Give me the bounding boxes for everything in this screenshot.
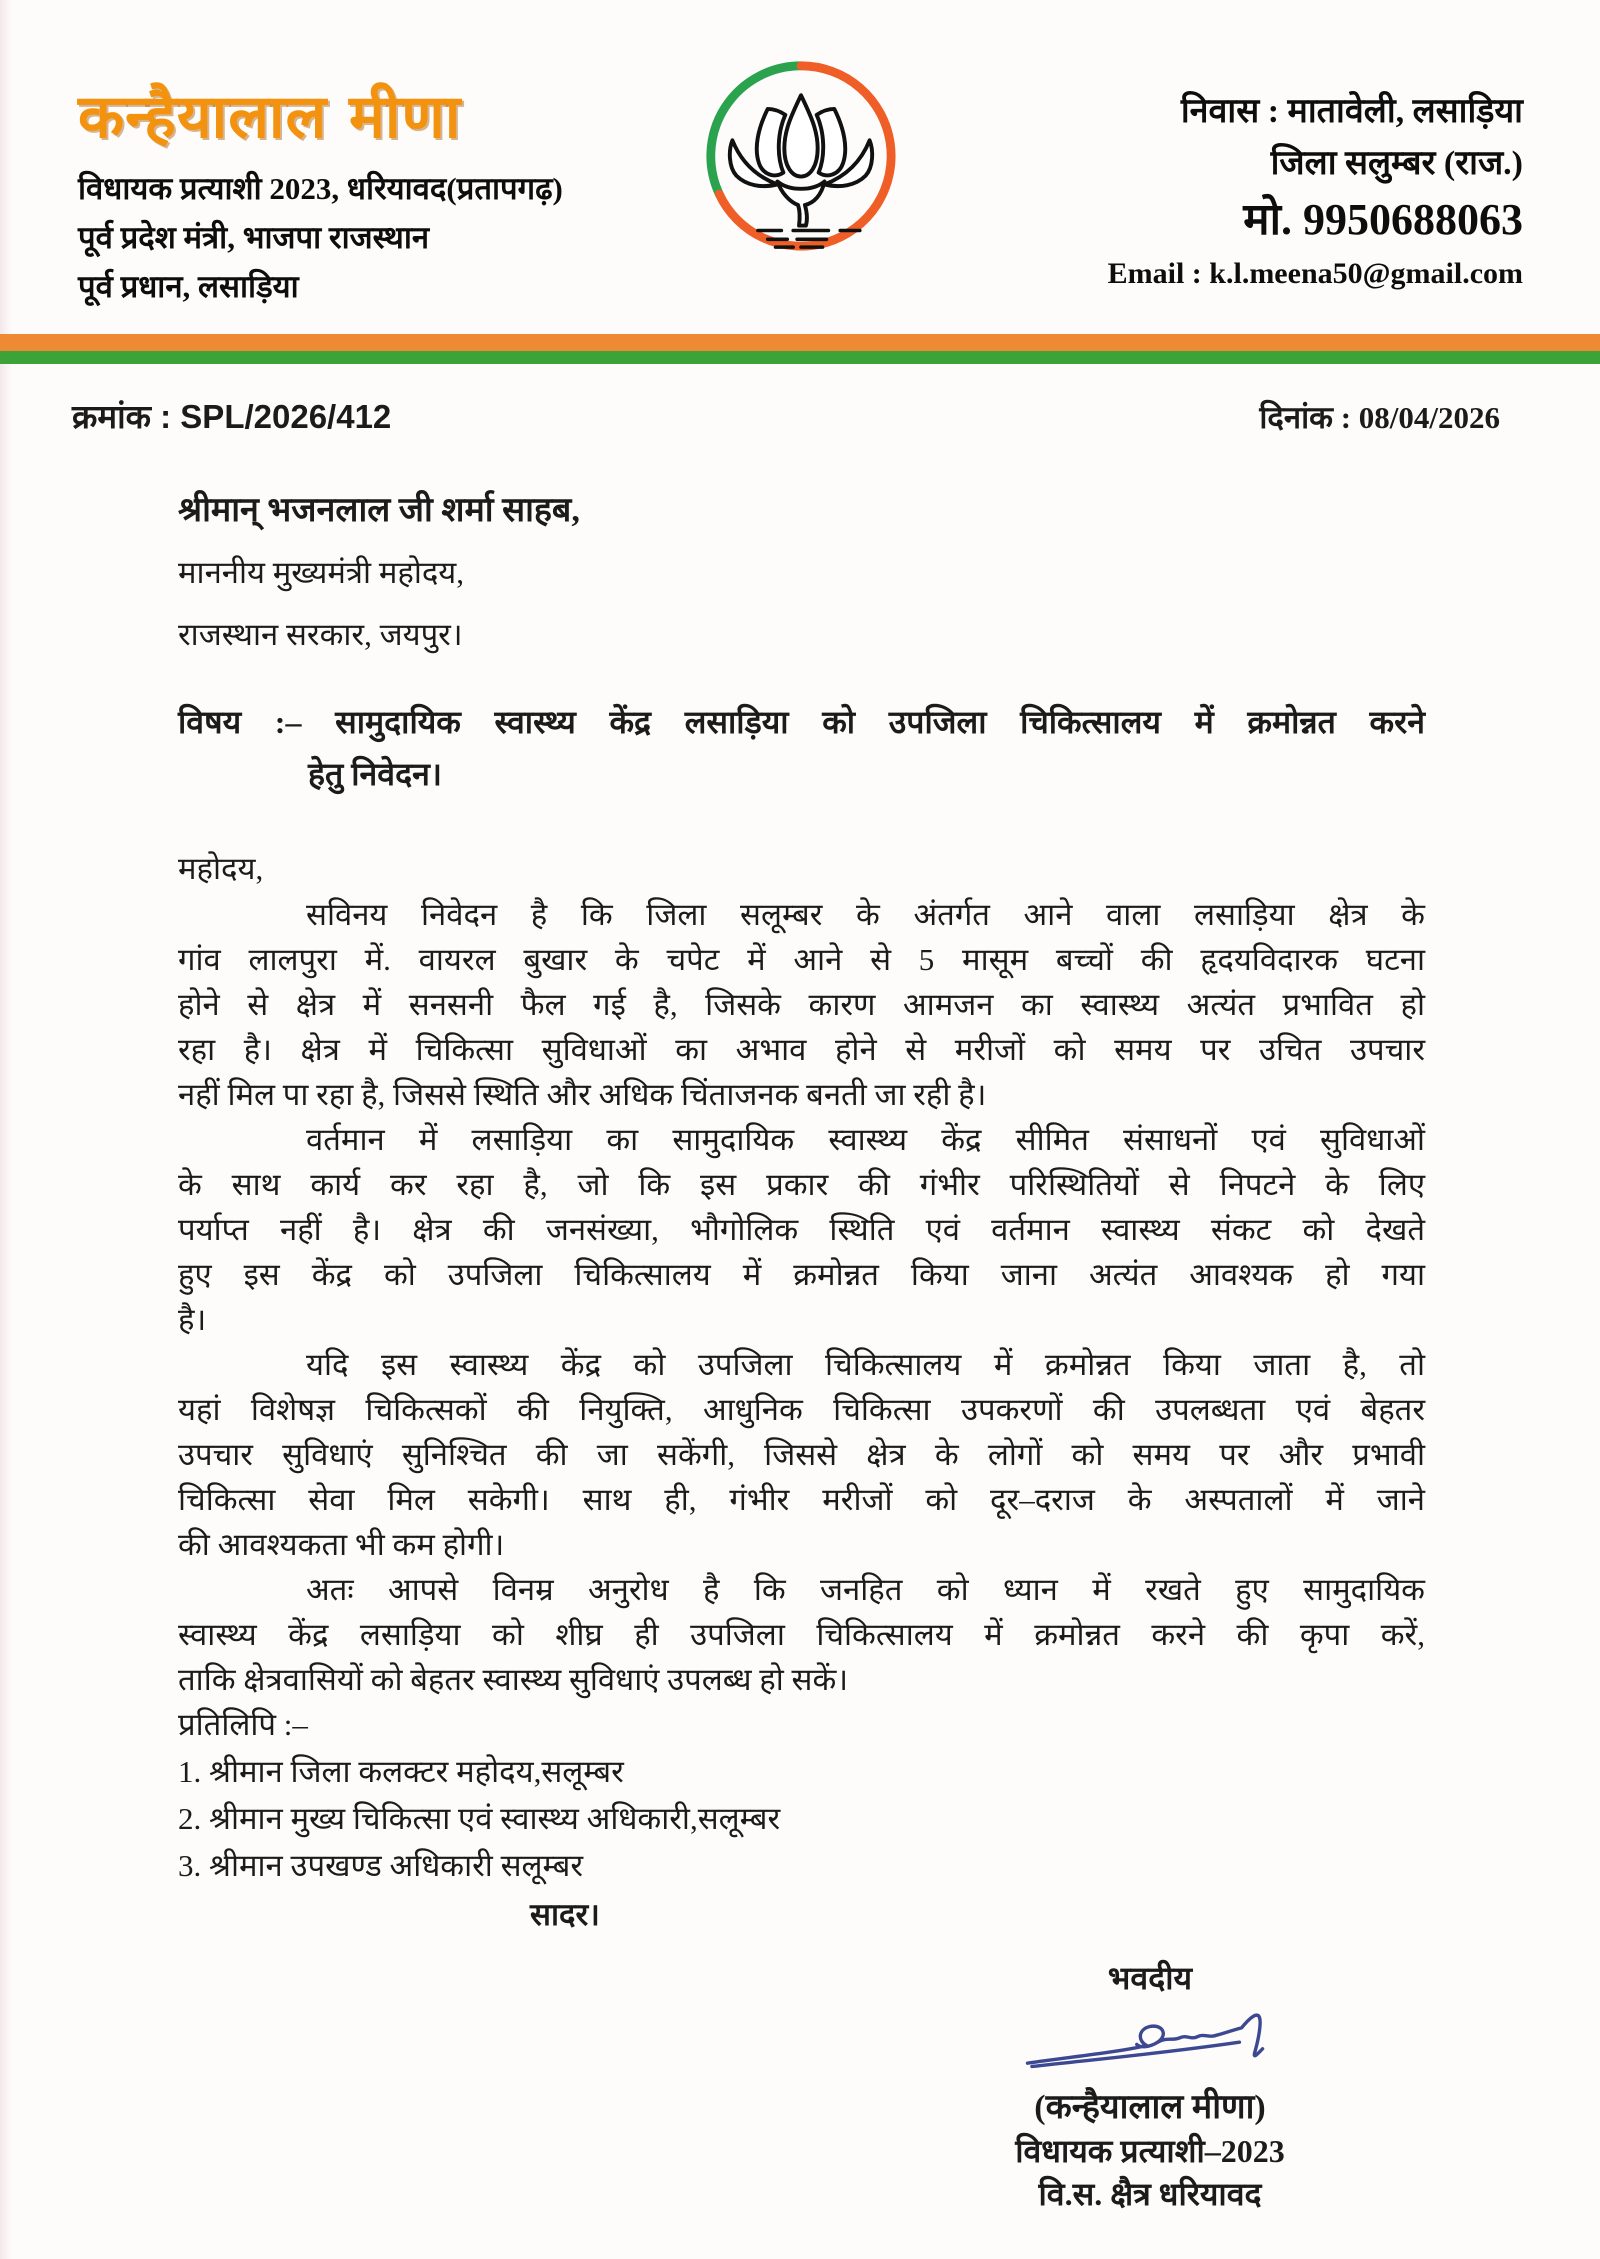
body-line: पर्याप्त नहीं है। क्षेत्र की जनसंख्या, भौगोलिक स्थिति एवं वर्तमान स्वास्थ्य संकट को देखते [178, 1212, 1425, 1247]
reference-row [72, 393, 1500, 438]
letterhead-contact-block [1108, 86, 1523, 298]
copy-recipient-line: 2. श्रीमान मुख्य चिकित्सा एवं स्वास्थ्य अधिकारी,सलूम्बर [178, 1801, 781, 1836]
body-line: ताकि क्षेत्रवासियों को बेहतर स्वास्थ्य सुविधाएं उपलब्ध हो सकें। [178, 1662, 849, 1697]
subject-block [178, 696, 1425, 800]
addressee-line: श्रीमान् भजनलाल जी शर्मा साहब, [178, 492, 580, 529]
copy-recipient-line: 1. श्रीमान जिला कलक्टर महोदय,सलूम्बर [178, 1754, 624, 1789]
body-line: चिकित्सा सेवा मिल सकेगी। साथ ही, गंभीर मरीजों को दूर–दराज के अस्पतालों में जाने [178, 1482, 1425, 1517]
body-line: उपचार सुविधाएं सुनिश्चित की जा सकेंगी, जिससे क्षेत्र के लोगों को समय पर और प्रभावी [178, 1437, 1425, 1472]
body-line: के साथ कार्य कर रहा है, जो कि इस प्रकार की गंभीर परिस्थितियों से निपटने के लिए [178, 1167, 1425, 1202]
body-line: होने से क्षेत्र में सनसनी फैल गई है, जिसके कारण आमजन का स्वास्थ्य अत्यंत प्रभावित हो [178, 987, 1425, 1022]
letter-body [178, 480, 1425, 1939]
tricolor-divider [0, 334, 1600, 364]
body-line: सविनय निवेदन है कि जिला सलूम्बर के अंतर्गत आने वाला लसाड़िया क्षेत्र के [306, 897, 1425, 932]
sender-name: कन्हैयालाल मीणा [78, 82, 462, 152]
residence-line: निवास : मातावेली, लसाड़िया [1180, 93, 1523, 130]
body-line: की आवश्यकता भी कम होगी। [178, 1527, 505, 1562]
body-line: अतः आपसे विनम्र अनुरोध है कि जनहित को ध्यान में रखते हुए सामुदायिक [306, 1572, 1425, 1607]
signer-designation: विधायक प्रत्याशी–2023 [1015, 2133, 1285, 2169]
copies-title: प्रतिलिपि :– [178, 1707, 308, 1742]
body-paragraph-3 [178, 1342, 1425, 1567]
subject-line-2: हेतु निवेदन। [308, 756, 442, 792]
orange-stripe [0, 334, 1600, 351]
letter-date: दिनांक : 08/04/2026 [1259, 400, 1500, 435]
regards-word: सादर। [530, 1897, 600, 1932]
mobile-line: मो. 9950688063 [1243, 195, 1523, 244]
body-line: स्वास्थ्य केंद्र लसाड़िया को शीघ्र ही उपजिला चिकित्सालय में क्रमोन्नत करने की कृपा करें, [178, 1617, 1425, 1652]
body-line: है। [178, 1302, 207, 1337]
sender-titles [78, 164, 698, 311]
email-line: Email : k.l.meena50@gmail.com [1107, 257, 1523, 290]
body-line: यदि इस स्वास्थ्य केंद्र को उपजिला चिकित्सालय में क्रमोन्नत किया जाता है, तो [306, 1347, 1425, 1382]
addressee-block [178, 480, 1425, 666]
green-stripe [0, 351, 1600, 364]
body-paragraph-1 [178, 892, 1425, 1117]
body-line: रहा है। क्षेत्र में चिकित्सा सुविधाओं का अभाव होने से मरीजों को समय पर उचित उपचार [178, 1032, 1425, 1067]
letterhead-left-block [78, 78, 698, 311]
signoff-block [982, 1956, 1318, 2216]
reference-number: क्रमांक : SPL/2026/412 [72, 398, 392, 435]
copy-recipient-line: 3. श्रीमान उपखण्ड अधिकारी सलूम्बर [178, 1848, 584, 1883]
body-paragraph-2 [178, 1117, 1425, 1342]
addressee-line: माननीय मुख्यमंत्री महोदय, [178, 555, 465, 590]
body-line: हुए इस केंद्र को उपजिला चिकित्सालय में क्रमोन्नत किया जाना अत्यंत आवश्यक हो गया [178, 1257, 1425, 1292]
body-line: नहीं मिल पा रहा है, जिससे स्थिति और अधिक चिंताजनक बनती जा रही है। [178, 1077, 987, 1112]
sender-title-line: पूर्व प्रधान, लसाड़िया [78, 269, 299, 304]
addressee-line: राजस्थान सरकार, जयपुर। [178, 617, 463, 652]
body-line: गांव लालपुरा में. वायरल बुखार के चपेट में आने से 5 मासूम बच्चों की हृदयविदारक घटना [178, 942, 1425, 977]
copies-list [178, 1748, 1425, 1889]
sender-title-line: पूर्व प्रदेश मंत्री, भाजपा राजस्थान [78, 220, 430, 255]
body-line: यहां विशेषज्ञ चिकित्सकों की नियुक्ति, आधुनिक चिकित्सा उपकरणों की उपलब्धता एवं बेहतर [178, 1392, 1425, 1427]
signer-constituency: वि.स. क्षैत्र धरियावद [1038, 2176, 1262, 2212]
body-paragraph-4 [178, 1567, 1425, 1702]
valediction: भवदीय [1107, 1960, 1193, 1996]
salutation: महोदय, [178, 851, 264, 886]
signer-name: (कन्हैयालाल मीणा) [1034, 2089, 1266, 2126]
district-line: जिला सलुम्बर (राज.) [1270, 145, 1523, 182]
signature-scrawl [1010, 2008, 1290, 2072]
body-line: वर्तमान में लसाड़िया का सामुदायिक स्वास्थ्य केंद्र सीमित संसाधनों एवं सुविधाओं [306, 1122, 1425, 1157]
subject-line-1: विषय :– सामुदायिक स्वास्थ्य केंद्र लसाड़िया को उपजिला चिकित्सालय में क्रमोन्नत करने [178, 704, 1425, 740]
sender-title-line: विधायक प्रत्याशी 2023, धरियावद(प्रतापगढ़) [78, 171, 563, 206]
bjp-lotus-icon [703, 58, 899, 254]
